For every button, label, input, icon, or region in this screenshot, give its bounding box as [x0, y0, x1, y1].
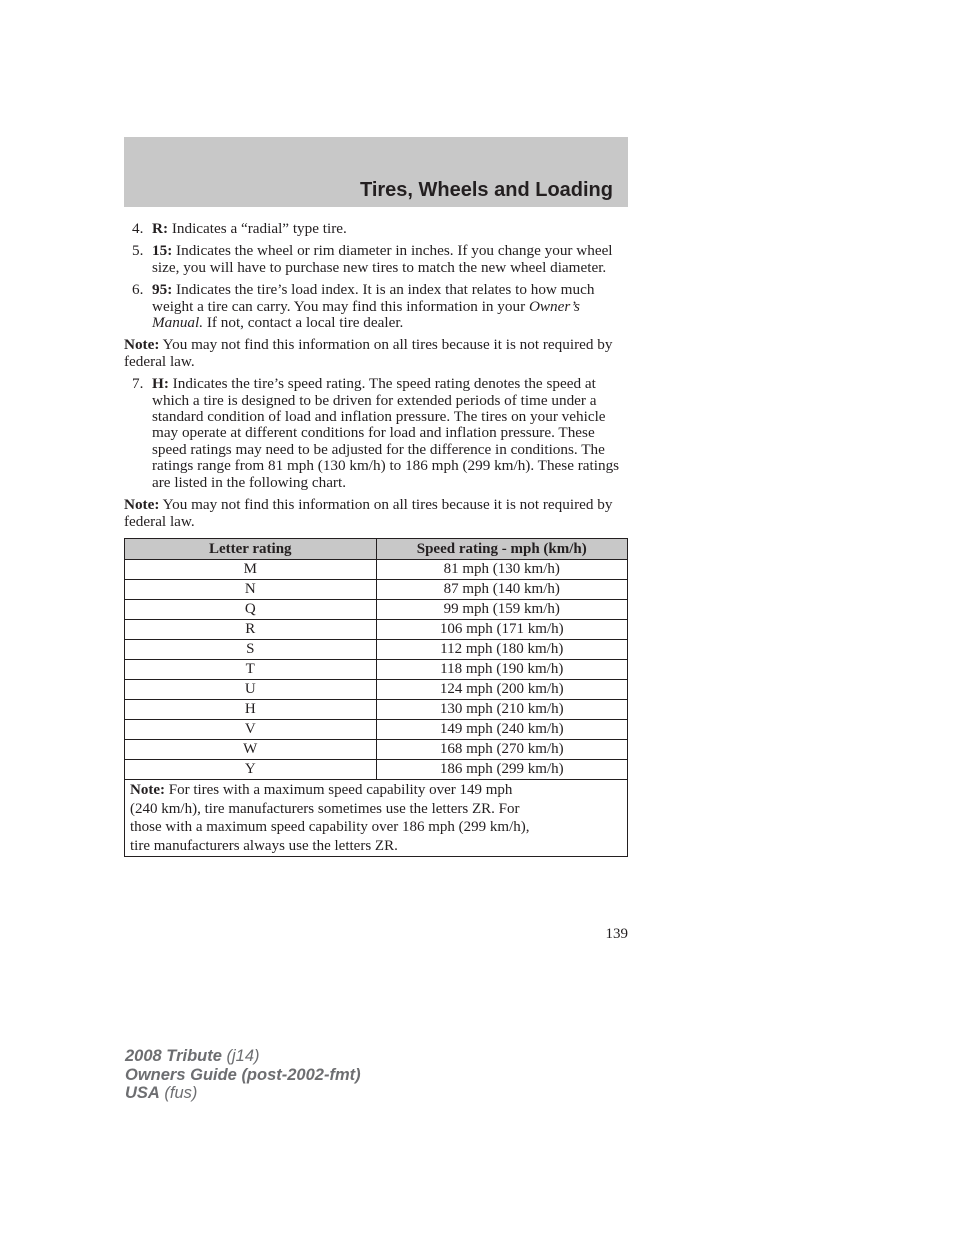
speed-cell: 186 mph (299 km/h): [376, 759, 628, 779]
speed-cell: 149 mph (240 km/h): [376, 719, 628, 739]
table-row: [125, 639, 628, 659]
list-item-6: [124, 282, 630, 331]
letter-cell: U: [125, 679, 377, 699]
letter-cell: W: [125, 739, 377, 759]
letter-cell: V: [125, 719, 377, 739]
letter-cell: R: [125, 619, 377, 639]
item-number: 6.: [132, 281, 144, 299]
table-row: [125, 699, 628, 719]
speed-rating-table: [124, 538, 628, 857]
item-text: Indicates the tire’s load index. It is an index that relates to how much weight a tire can carry. You may find this information in your: [152, 281, 595, 315]
page-number: 139: [605, 926, 628, 942]
letter-cell: H: [125, 699, 377, 719]
page-content: [124, 221, 630, 857]
item-code: H:: [152, 375, 169, 393]
table-row: [125, 559, 628, 579]
speed-cell: 168 mph (270 km/h): [376, 739, 628, 759]
speed-cell: 124 mph (200 km/h): [376, 679, 628, 699]
table-row: [125, 759, 628, 779]
table-note-row: [125, 779, 628, 856]
footer-line-1: [125, 1047, 361, 1066]
table-note-label: Note:: [130, 781, 165, 798]
section-title: Tires, Wheels and Loading: [359, 179, 613, 201]
note-1: [124, 337, 630, 370]
footer-guide: Owners Guide (post-2002-fmt): [125, 1065, 361, 1084]
column-header-speed: Speed rating - mph (km/h): [376, 538, 628, 559]
table-note-line: (240 km/h), tire manufacturers sometimes use the letters ZR. For: [130, 800, 520, 817]
footer-market-code: (fus): [159, 1084, 198, 1102]
note-label: Note:: [124, 336, 160, 354]
speed-cell: 112 mph (180 km/h): [376, 639, 628, 659]
table-note-line: those with a maximum speed capability over 186 mph (299 km/h),: [130, 819, 530, 836]
list-item-7: [124, 376, 630, 491]
column-header-letter: Letter rating: [125, 538, 377, 559]
note-label: Note:: [124, 496, 160, 514]
item-code: R:: [152, 220, 169, 237]
speed-cell: 106 mph (171 km/h): [376, 619, 628, 639]
table-row: [125, 739, 628, 759]
document-footer: [125, 1047, 361, 1103]
footer-model: 2008 Tribute: [125, 1047, 222, 1065]
table-note-line: For tires with a maximum speed capability over 149 mph: [164, 781, 513, 798]
list-item-5: [124, 243, 630, 276]
letter-cell: S: [125, 639, 377, 659]
item-number: 4.: [132, 220, 144, 237]
table-row: [125, 659, 628, 679]
speed-cell: 118 mph (190 km/h): [376, 659, 628, 679]
table-row: [125, 619, 628, 639]
speed-cell: 130 mph (210 km/h): [376, 699, 628, 719]
speed-cell: 81 mph (130 km/h): [376, 559, 628, 579]
footer-market: USA: [125, 1084, 160, 1102]
letter-cell: T: [125, 659, 377, 679]
letter-cell: Q: [125, 599, 377, 619]
table-row: [125, 599, 628, 619]
item-text: Indicates the wheel or rim diameter in inches. If you change your wheel size, you will have to purchase new tires to match the new wheel diameter.: [152, 242, 613, 276]
note-text: You may not find this information on all tires because it is not required by federal law.: [124, 496, 613, 530]
table-note: [125, 779, 628, 856]
footer-line-2: [125, 1066, 361, 1085]
note-2: [124, 497, 630, 530]
item-text: Indicates the tire’s speed rating. The speed rating denotes the speed at which a tire is designed to be driven for extended periods of time under a standard condition of load and inflation pressure. The tires on your vehicle may operate at different conditions for load and inflation pressure. These speed ratings may need to be adjusted for the difference in conditions. The ratings range from 81 mph (130 km/h) to 186 mph (299 km/h). These ratings are listed in the following chart.: [152, 375, 620, 491]
footer-line-3: [125, 1084, 361, 1103]
letter-cell: Y: [125, 759, 377, 779]
list-item-4: [124, 221, 630, 237]
item-number: 5.: [132, 242, 144, 260]
item-code: 95:: [152, 281, 173, 299]
letter-cell: N: [125, 579, 377, 599]
speed-cell: 99 mph (159 km/h): [376, 599, 628, 619]
table-row: [125, 579, 628, 599]
footer-model-code: (j14): [221, 1047, 260, 1065]
table-row: [125, 719, 628, 739]
item-text: Indicates a “radial” type tire.: [168, 220, 347, 237]
table-note-line: tire manufacturers always use the letters ZR.: [130, 837, 398, 854]
letter-cell: M: [125, 559, 377, 579]
speed-cell: 87 mph (140 km/h): [376, 579, 628, 599]
table-row: [125, 679, 628, 699]
note-text: You may not find this information on all tires because it is not required by federal law.: [124, 336, 613, 370]
item-code: 15:: [152, 242, 173, 260]
table-header-row: [125, 538, 628, 559]
section-header-band: [124, 137, 628, 207]
item-text-continued: If not, contact a local tire dealer.: [203, 314, 404, 332]
manual-title: Owner’s Manual.: [152, 297, 580, 332]
item-number: 7.: [132, 375, 144, 393]
